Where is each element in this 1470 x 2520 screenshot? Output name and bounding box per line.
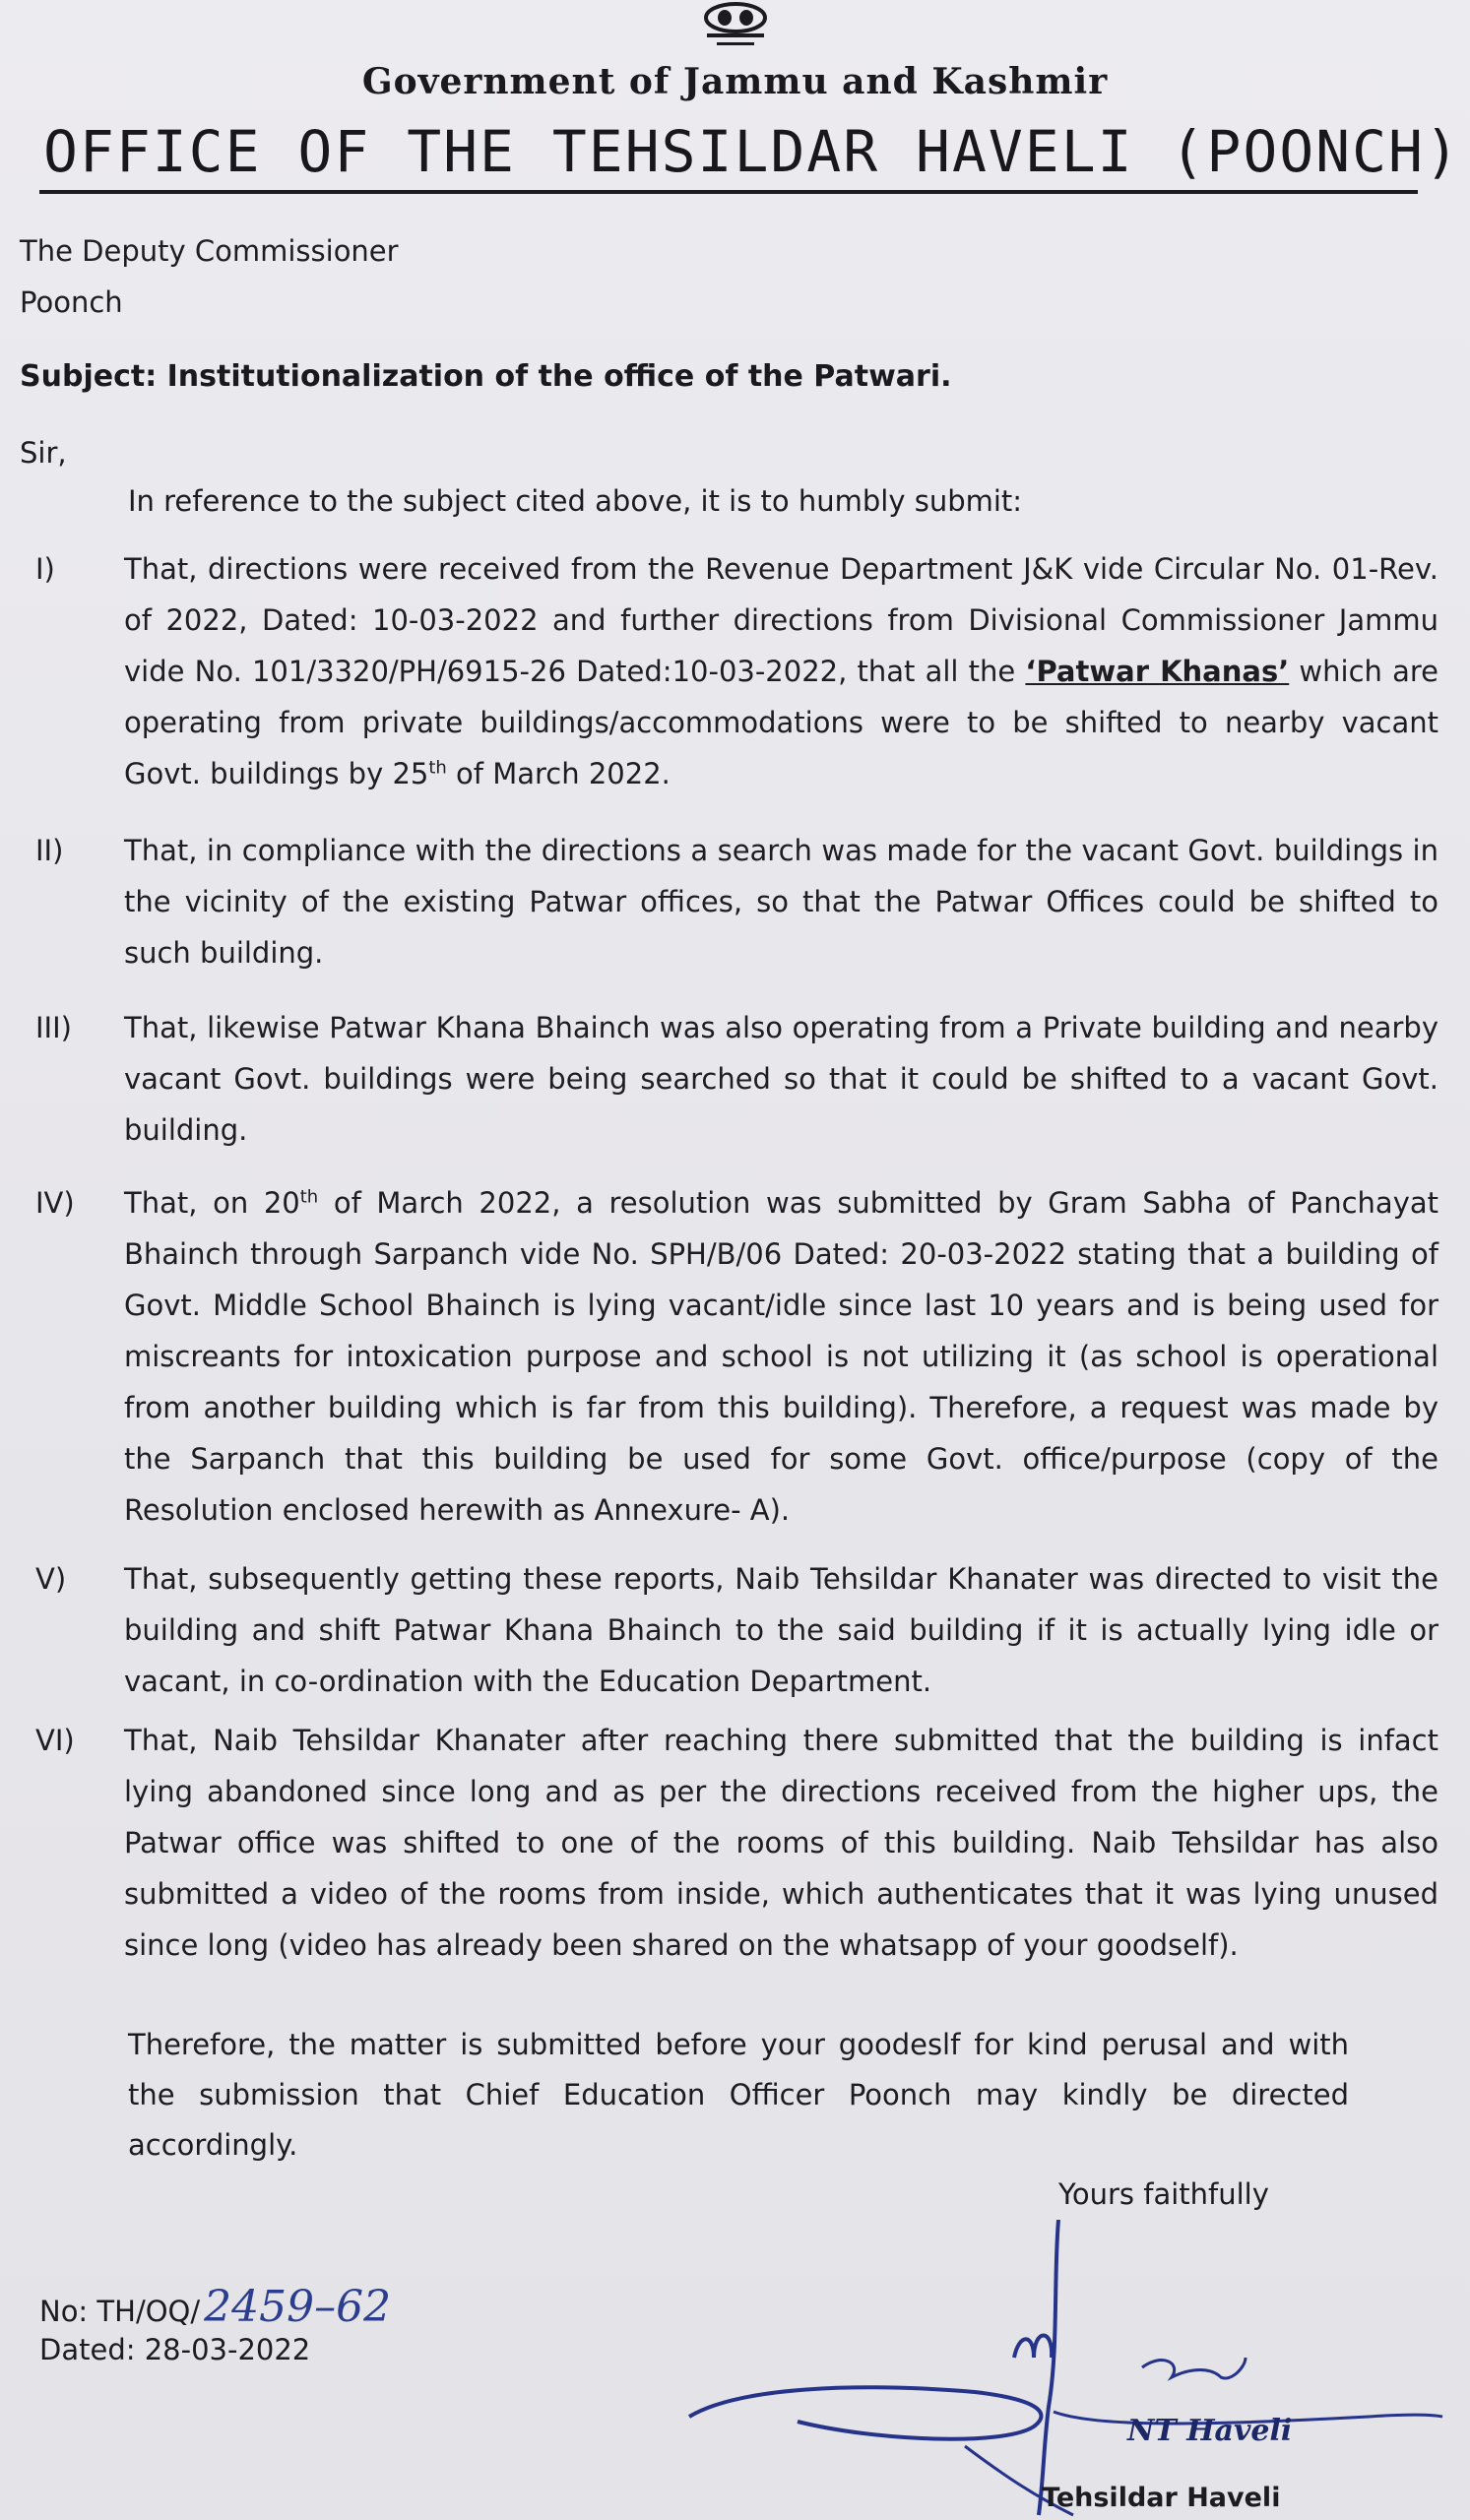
paragraph-5 xyxy=(35,1553,1438,1707)
paragraph-1 xyxy=(35,543,1438,799)
signature-scribble-icon xyxy=(679,2220,1447,2520)
paragraph-body: That, subsequently getting these reports, Naib Tehsildar Khanater was directed to visit the building and shift Patwar Khana Bhainch to the said building if it is actually lying idle or vacant, in co-ordination with the Education Department. xyxy=(124,1562,1438,1698)
national-emblem-icon xyxy=(695,0,776,51)
superscript: th xyxy=(428,757,447,779)
paragraph-text: of March 2022, a resolution was submitted by Gram Sabha of Panchayat Bhainch through Sarpanch vide No. SPH/B/06 Dated: 20-03-2022 stating that a building of Govt. Middle School Bhainch is lying vacant/idle since last 10 years and is being used for miscreants for intoxication purpose and school is not utilizing it (as school is operational from another building which is far from this building). Therefore, a request was made by the Sarpanch that this building be used for some Govt. office/purpose (copy of the Resolution enclosed herewith as Annexure- A). xyxy=(124,1186,1439,1527)
paragraph-number: V) xyxy=(35,1562,67,1596)
paragraph-number: II) xyxy=(35,834,64,867)
paragraph-2 xyxy=(35,825,1438,978)
signature-handwritten-title: NT Haveli xyxy=(1127,2414,1293,2448)
title-underline xyxy=(39,190,1418,194)
paragraph-number: III) xyxy=(35,1011,72,1044)
reference-handwritten-number: 2459–62 xyxy=(204,2282,392,2332)
closing-paragraph: Therefore, the matter is submitted before your goodeslf for kind perusal and with the submission that Chief Education Officer Poonch may kindly be directed accordingly. xyxy=(128,2028,1349,2162)
paragraph-text: That, on 20 xyxy=(124,1186,300,1220)
addressee-line-2: Poonch xyxy=(20,285,123,319)
paragraph-body: That, Naib Tehsildar Khanater after reaching there submitted that the building is infact lying abandoned since long and as per the directions received from the higher ups, the Patwar office was shifted to one of the rooms of this building. Naib Tehsildar has also submitted a video of the rooms from inside, which authenticates that it was lying unused since long (video has already been shared on the whatsapp of your goodself). xyxy=(124,1724,1438,1962)
intro-text: In reference to the subject cited above, it is to humbly submit: xyxy=(128,484,1023,518)
paragraph-body: That, in compliance with the directions a search was made for the vacant Govt. buildings in the vicinity of the existing Patwar offices, so that the Patwar Offices could be shifted to such building. xyxy=(124,834,1438,970)
reference-prefix: No: TH/OQ/ xyxy=(39,2295,201,2328)
government-heading: Government of Jammu and Kashmir xyxy=(361,61,1109,102)
yours-faithfully: Yours faithfully xyxy=(1058,2177,1269,2211)
emphasis-patwar-khanas: ‘Patwar Khanas’ xyxy=(1025,655,1290,688)
office-title: OFFICE OF THE TEHSILDAR HAVELI (POONCH) xyxy=(43,118,1461,185)
paragraph-body xyxy=(124,1177,1438,1536)
addressee-line-1: The Deputy Commissioner xyxy=(20,234,399,268)
paragraph-text: of March 2022. xyxy=(446,757,671,790)
subject-line: Subject: Institutionalization of the office of the Patwari. xyxy=(20,359,952,394)
paragraph-4 xyxy=(35,1177,1438,1536)
paragraph-body: That, likewise Patwar Khana Bhainch was also operating from a Private building and nearby vacant Govt. buildings were being searched so that it could be shifted to a vacant Govt. building. xyxy=(124,1011,1438,1147)
salutation: Sir, xyxy=(20,436,67,470)
paragraph-number: I) xyxy=(35,552,55,586)
paragraph-6 xyxy=(35,1715,1438,1971)
dispatch-date: Dated: 28-03-2022 xyxy=(39,2333,311,2366)
paragraph-body xyxy=(124,543,1438,799)
paragraph-text: which are operating from private buildings/accommodations were to be shifted to nearby vacant Govt. buildings by 25 xyxy=(124,655,1438,790)
paragraph-number: VI) xyxy=(35,1724,75,1757)
superscript: th xyxy=(299,1186,319,1208)
paragraph-number: IV) xyxy=(35,1186,75,1220)
paragraph-text: That, directions were received from the Revenue Department J&K vide Circular No. 01-Rev. of 2022, Dated: 10-03-2022 and further directions from Divisional Commissioner Jammu vide No. 101/3320/PH/6915-26 Dated:10-03-2022, that all the xyxy=(124,552,1438,688)
reference-number xyxy=(39,2282,391,2332)
paragraph-3 xyxy=(35,1002,1438,1156)
signatory-designation: Tehsildar Haveli xyxy=(1042,2483,1281,2513)
